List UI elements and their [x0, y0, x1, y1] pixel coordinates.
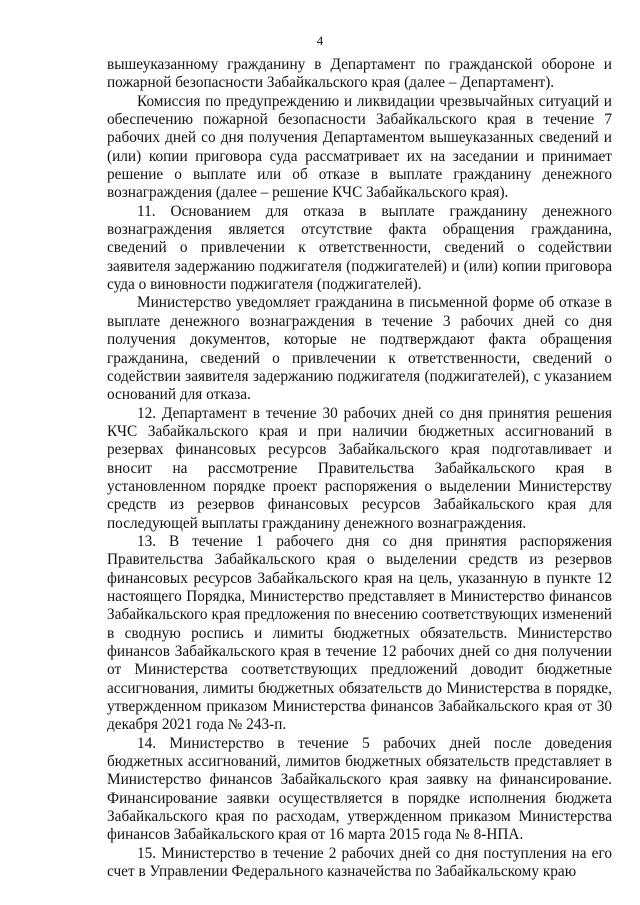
paragraph: вышеуказанному гражданину в Департамент по гражданской обороне и пожарной безопасности Забайкальского края (далее – Департамент).: [107, 56, 612, 92]
paragraph-item-13: 13. В течение 1 рабочего дня со дня принятия распоряжения Правительства Забайкальского края о выделении средств из резервов финансовых ресурсов Забайкальского края на цель, указанную в пункте 12 настоящего Порядка, Министерство представляет в Министерство финансов Забайкальского края предложения по внесению соответствующих изменений в сводную роспись и лимиты бюджетных обязательств. Министерство финансов Забайкальского края в течение 12 рабочих дней со дня получении от Министерства соответствующих предложений доводит бюджетные ассигнования, лимиты бюджетных обязательств до Министерства в порядке, утвержденном приказом Министерства финансов Забайкальского края от 30 декабря 2021 года № 243-п.: [107, 532, 612, 734]
paragraph: Министерство уведомляет гражданина в письменной форме об отказе в выплате денежного вознаграждения в течение 3 рабочих дней со дня получения документов, которые не подтверждают факта обращения гражданина, сведений о привлечении к ответственности, сведений о содействии заявителя задержанию поджигателя (поджигателей), с указанием оснований для отказа.: [107, 294, 612, 404]
paragraph-item-12: 12. Департамент в течение 30 рабочих дней со дня принятия решения КЧС Забайкальского края и при наличии бюджетных ассигнований в резервах финансовых ресурсов Забайкальского края подготавливает и вносит на рассмотрение Правительства Забайкальского края в установленном порядке проект распоряжения о выделении Министерству средств из резервов финансовых ресурсов Забайкальского края для последующей выплаты гражданину денежного вознаграждения.: [107, 404, 612, 532]
page-number: 4: [316, 33, 324, 48]
paragraph-item-15: 15. Министерство в течение 2 рабочих дней со дня поступления на его счет в Управлении Федерального казначейства по Забайкальскому краю: [107, 844, 612, 881]
paragraph-item-14: 14. Министерство в течение 5 рабочих дней после доведения бюджетных ассигнований, лимитов бюджетных обязательств представляет в Министерство финансов Забайкальского края заявку на финансирование. Финансирование заявки осуществляется в порядке исполнения бюджета Забайкальского края по расходам, утвержденном приказом Министерства финансов Забайкальского края от 16 марта 2015 года № 8-НПА.: [107, 734, 612, 844]
paragraph: Комиссия по предупреждению и ликвидации чрезвычайных ситуаций и обеспечению пожарной безопасности Забайкальского края в течение 7 рабочих дней со дня получения Департаментом вышеуказанных сведений и (или) копии приговора суда рассматривает их на заседании и принимает решение о выплате или об отказе в выплате гражданину денежного вознаграждения (далее – решение КЧС Забайкальского края).: [107, 92, 612, 202]
paragraph-item-11: 11. Основанием для отказа в выплате гражданину денежного вознаграждения является отсутствие факта обращения гражданина, сведений о привлечении к ответственности, сведений о содействии заявителя задержанию поджигателя (поджигателей) и (или) копии приговора суда о виновности поджигателя (поджигателей).: [107, 202, 612, 294]
document-body: [107, 56, 612, 881]
